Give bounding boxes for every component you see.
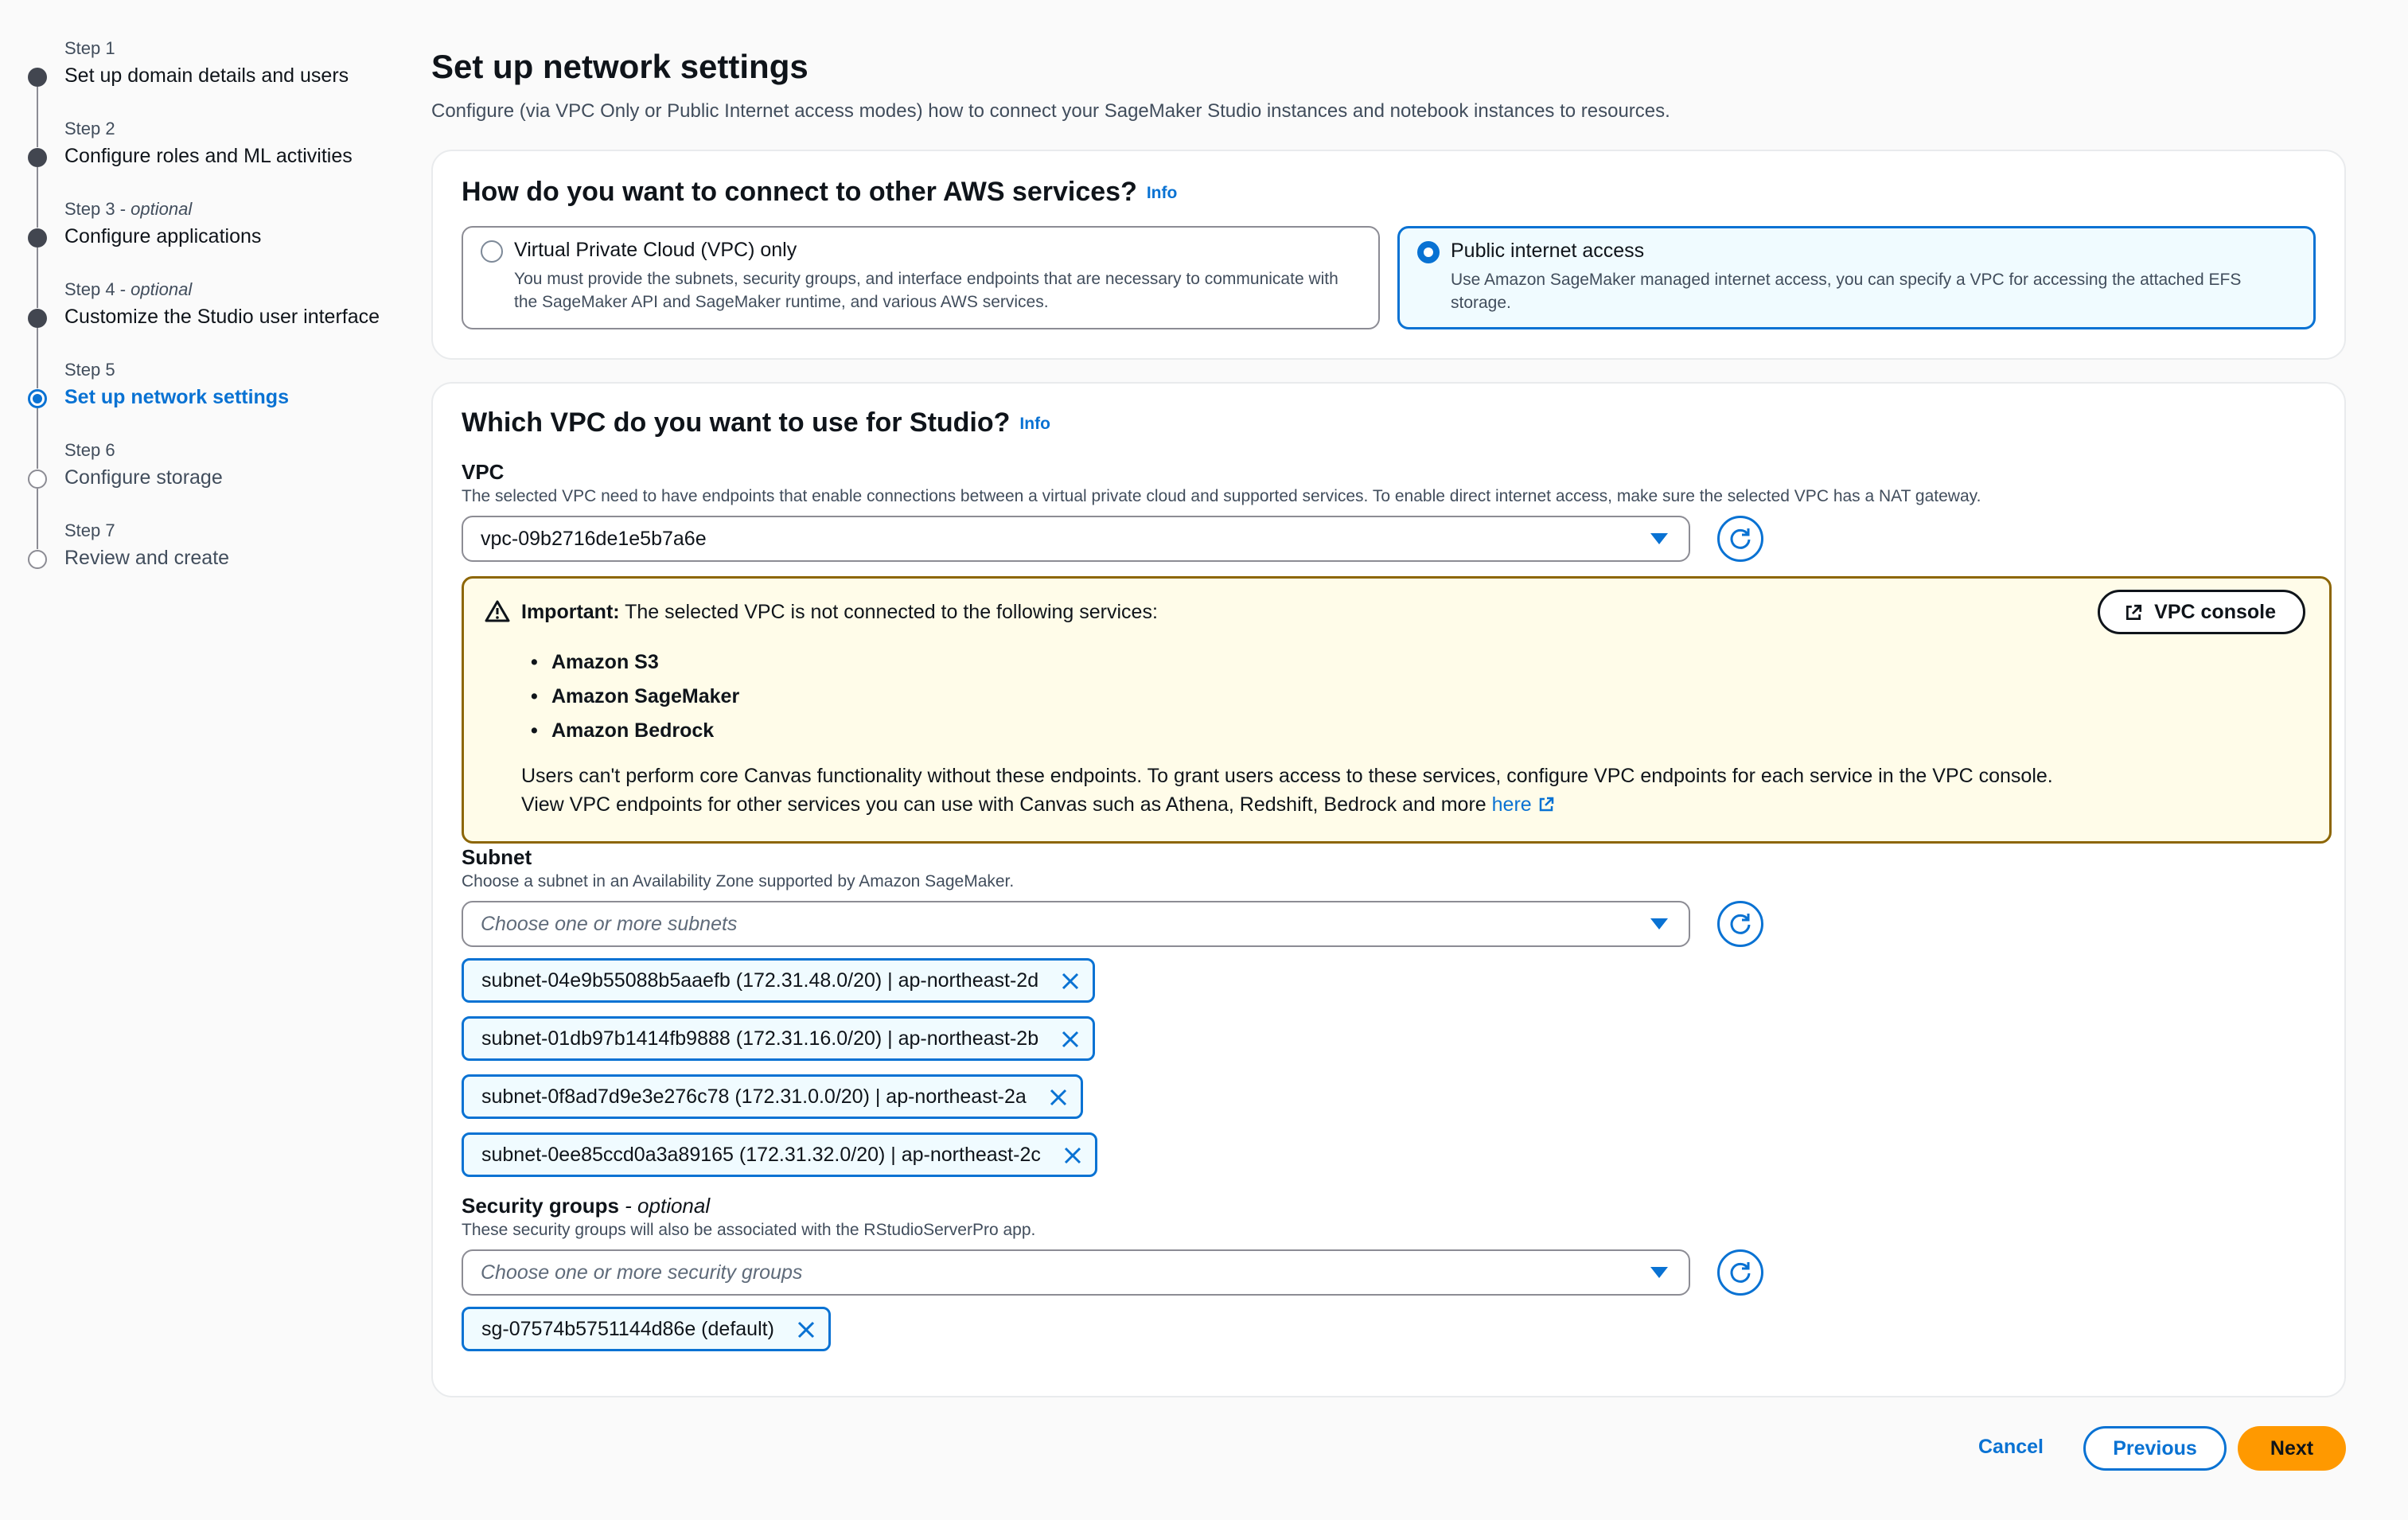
alert-heading-lead: Important: bbox=[521, 601, 620, 623]
remove-token-icon[interactable] bbox=[797, 1320, 816, 1339]
remove-token-icon[interactable] bbox=[1061, 1030, 1080, 1049]
vpc-selection-heading bbox=[462, 407, 1050, 438]
wizard-step-4[interactable] bbox=[24, 276, 406, 357]
external-link-icon bbox=[2124, 603, 2143, 622]
step-title: Review and create bbox=[64, 547, 230, 569]
step-number-text: Step 4 bbox=[64, 279, 115, 299]
step-completed-dot-icon bbox=[28, 68, 47, 87]
security-groups-label-text: Security groups bbox=[462, 1194, 619, 1218]
step-title[interactable]: Set up domain details and users bbox=[64, 64, 349, 87]
step-number-text: Step 3 bbox=[64, 199, 115, 219]
subnet-token-label: subnet-0f8ad7d9e3e276c78 (172.31.0.0/20) | ap-northeast-2a bbox=[481, 1085, 1027, 1108]
alert-heading bbox=[521, 601, 1158, 624]
subnet-select[interactable] bbox=[462, 901, 1690, 947]
vpc-console-button[interactable] bbox=[2098, 590, 2305, 634]
security-groups-optional-text: - optional bbox=[625, 1194, 711, 1218]
step-pending-dot-icon bbox=[28, 550, 47, 569]
vpc-label: VPC bbox=[462, 460, 505, 484]
vpc-endpoints-link-text: here bbox=[1491, 793, 1532, 816]
option-title: Virtual Private Cloud (VPC) only bbox=[514, 239, 797, 261]
step-completed-dot-icon bbox=[28, 148, 47, 167]
step-number: Step 4 - optional bbox=[64, 279, 193, 299]
wizard-step-7 bbox=[24, 517, 406, 598]
connection-mode-heading-text: How do you want to connect to other AWS services? bbox=[462, 177, 1137, 207]
security-groups-refresh-button[interactable] bbox=[1717, 1249, 1763, 1296]
subnet-token-label: subnet-0ee85ccd0a3a89165 (172.31.32.0/20) | ap-northeast-2c bbox=[481, 1144, 1041, 1166]
subnet-token bbox=[462, 958, 1095, 1003]
cancel-button[interactable]: Cancel bbox=[1978, 1436, 2044, 1458]
step-number: Step 6 bbox=[64, 440, 115, 460]
vpc-select[interactable] bbox=[462, 516, 1690, 562]
step-optional-text: optional bbox=[131, 199, 193, 219]
info-link[interactable]: Info bbox=[1146, 184, 1178, 203]
step-current-dot-icon bbox=[28, 389, 47, 408]
wizard-step-2[interactable] bbox=[24, 115, 406, 196]
wizard-step-1[interactable] bbox=[24, 35, 406, 115]
refresh-icon bbox=[1728, 912, 1752, 936]
alert-body-text: Users can't perform core Canvas functionality without these endpoints. To grant users access to these services, configure VPC endpoints for each service in the VPC console. View VPC endpoints for other services you can use with Canvas such as Athena, Redshift, Bedrock and more bbox=[521, 765, 2053, 816]
option-title: Public internet access bbox=[1451, 240, 1645, 262]
step-completed-dot-icon bbox=[28, 228, 47, 247]
refresh-icon bbox=[1728, 1261, 1752, 1284]
alert-heading-text: The selected VPC is not connected to the following services: bbox=[625, 601, 1158, 623]
vpc-selection-heading-text: Which VPC do you want to use for Studio? bbox=[462, 407, 1011, 438]
list-item: • Amazon Bedrock bbox=[551, 714, 739, 748]
security-group-token-label: sg-07574b5751144d86e (default) bbox=[481, 1318, 774, 1340]
vpc-selected-value: vpc-09b2716de1e5b7a6e bbox=[481, 528, 707, 550]
remove-token-icon[interactable] bbox=[1049, 1088, 1068, 1107]
wizard-steps bbox=[24, 35, 406, 598]
subnet-description: Choose a subnet in an Availability Zone supported by Amazon SageMaker. bbox=[462, 872, 1015, 891]
subnet-placeholder: Choose one or more subnets bbox=[481, 913, 738, 935]
step-title: Configure storage bbox=[64, 466, 223, 489]
missing-services-list bbox=[551, 645, 739, 748]
radio-unchecked-icon[interactable] bbox=[481, 240, 503, 263]
list-item: • Amazon S3 bbox=[551, 645, 739, 680]
option-description: Use Amazon SageMaker managed internet access, you can specify a VPC for accessing the attached EFS storage. bbox=[1451, 271, 2242, 312]
public-internet-access-option[interactable] bbox=[1397, 226, 2316, 329]
vpc-selection-container bbox=[431, 382, 2346, 1397]
caret-down-icon bbox=[1650, 918, 1668, 930]
step-title[interactable]: Configure roles and ML activities bbox=[64, 145, 353, 167]
step-optional-text: optional bbox=[131, 279, 193, 299]
vpc-warning-alert bbox=[462, 576, 2332, 844]
step-title[interactable]: Set up network settings bbox=[64, 386, 289, 408]
remove-token-icon[interactable] bbox=[1061, 972, 1080, 991]
caret-down-icon bbox=[1650, 1267, 1668, 1278]
connection-mode-container bbox=[431, 150, 2346, 360]
page-title: Set up network settings bbox=[431, 48, 809, 85]
step-number: Step 3 - optional bbox=[64, 199, 193, 219]
external-link-icon bbox=[1537, 796, 1555, 813]
vpc-only-option[interactable] bbox=[462, 226, 1380, 329]
step-number: Step 7 bbox=[64, 520, 115, 540]
vpc-console-button-label: VPC console bbox=[2154, 601, 2276, 623]
wizard-step-3[interactable] bbox=[24, 196, 406, 276]
step-title[interactable]: Configure applications bbox=[64, 225, 262, 247]
step-number: Step 2 bbox=[64, 119, 115, 138]
alert-body bbox=[521, 762, 2057, 819]
subnet-label: Subnet bbox=[462, 845, 532, 869]
step-number: Step 5 bbox=[64, 360, 115, 380]
vpc-description: The selected VPC need to have endpoints that enable connections between a virtual private cloud and supported services. To enable direct internet access, make sure the selected VPC has a NAT gateway. bbox=[462, 487, 1981, 505]
security-groups-description: These security groups will also be associated with the RStudioServerPro app. bbox=[462, 1221, 1036, 1239]
vpc-endpoints-link[interactable] bbox=[1492, 793, 1555, 816]
security-groups-select[interactable] bbox=[462, 1249, 1690, 1296]
vpc-refresh-button[interactable] bbox=[1717, 516, 1763, 562]
connection-mode-heading bbox=[462, 177, 1177, 208]
caret-down-icon bbox=[1650, 533, 1668, 544]
wizard-step-6 bbox=[24, 437, 406, 517]
wizard-step-5[interactable] bbox=[24, 357, 406, 437]
subnet-refresh-button[interactable] bbox=[1717, 901, 1763, 947]
warning-icon bbox=[485, 599, 510, 623]
security-groups-placeholder: Choose one or more security groups bbox=[481, 1261, 803, 1284]
subnet-token bbox=[462, 1132, 1097, 1177]
previous-button[interactable]: Previous bbox=[2083, 1426, 2227, 1471]
step-completed-dot-icon bbox=[28, 309, 47, 328]
page-description: Configure (via VPC Only or Public Internet access modes) how to connect your SageMaker Studio instances and notebook instances to resources. bbox=[431, 100, 1670, 122]
list-item: • Amazon SageMaker bbox=[551, 680, 739, 714]
security-groups-label bbox=[462, 1194, 710, 1218]
next-button[interactable]: Next bbox=[2238, 1426, 2346, 1471]
subnet-token-label: subnet-01db97b1414fb9888 (172.31.16.0/20) | ap-northeast-2b bbox=[481, 1027, 1039, 1050]
remove-token-icon[interactable] bbox=[1063, 1146, 1082, 1165]
step-number: Step 1 bbox=[64, 38, 115, 58]
info-link[interactable]: Info bbox=[1019, 415, 1050, 434]
security-group-token bbox=[462, 1307, 831, 1351]
subnet-token bbox=[462, 1016, 1095, 1061]
refresh-icon bbox=[1728, 527, 1752, 551]
subnet-token bbox=[462, 1074, 1083, 1119]
radio-checked-icon[interactable] bbox=[1417, 241, 1440, 263]
option-description: You must provide the subnets, security groups, and interface endpoints that are necessary to communicate with the SageMaker API and SageMaker runtime, and various AWS services. bbox=[514, 270, 1338, 311]
step-title[interactable]: Customize the Studio user interface bbox=[64, 306, 380, 328]
step-pending-dot-icon bbox=[28, 470, 47, 489]
subnet-token-label: subnet-04e9b55088b5aaefb (172.31.48.0/20) | ap-northeast-2d bbox=[481, 969, 1039, 992]
